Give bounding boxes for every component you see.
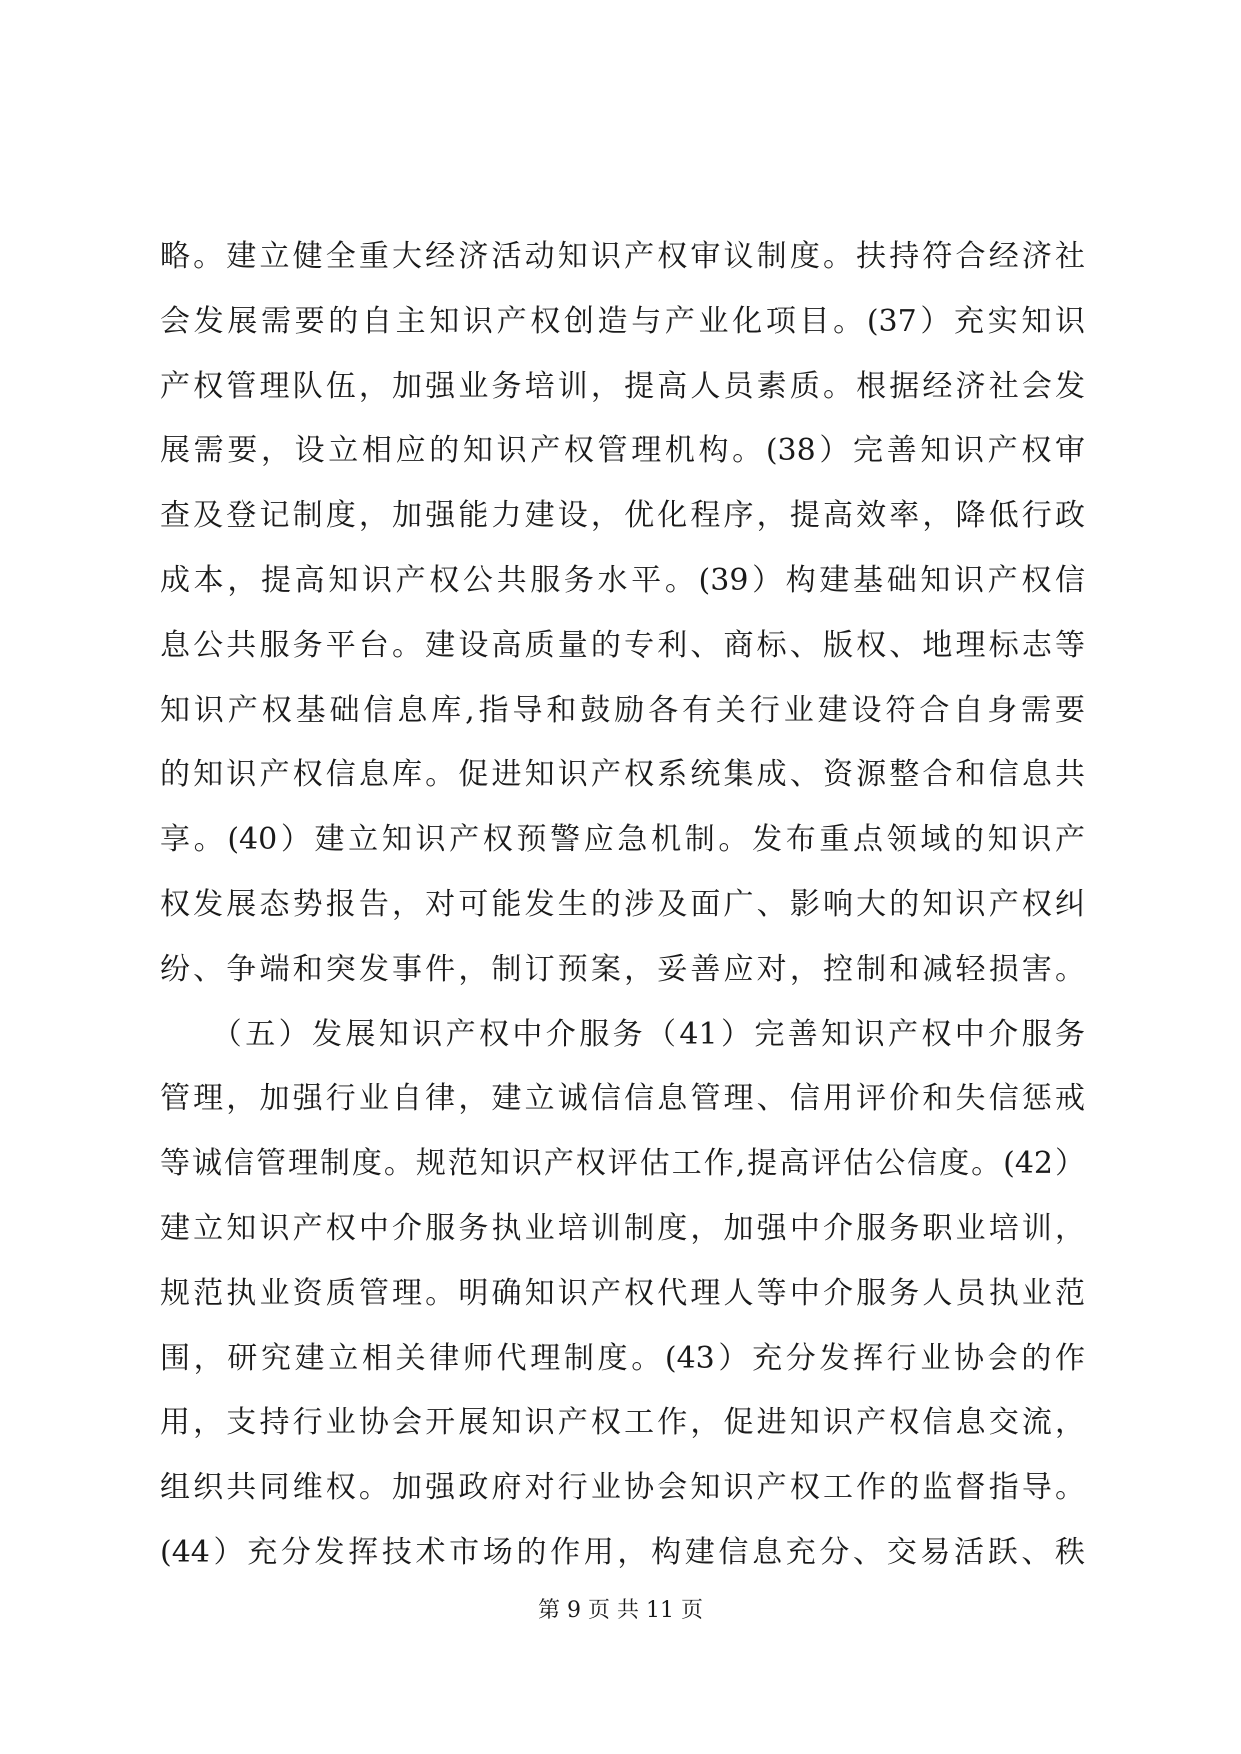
text-line: 建立知识产权中介服务执业培训制度，加强中介服务职业培训， (160, 1210, 1085, 1246)
text-line: 围，研究建立相关律师代理制度。(43）充分发挥行业协会的作 (160, 1340, 1085, 1376)
text-line: 成本，提高知识产权公共服务水平。(39）构建基础知识产权信 (160, 562, 1085, 598)
page-number-footer: 第 9 页 共 11 页 (538, 1598, 703, 1623)
text-line: 用，支持行业协会开展知识产权工作，促进知识产权信息交流， (160, 1405, 1085, 1441)
text-line: 知识产权基础信息库,指导和鼓励各有关行业建设符合自身需要 (160, 692, 1085, 728)
text-line: 的知识产权信息库。促进知识产权系统集成、资源整合和信息共 (160, 757, 1085, 793)
text-line: 查及登记制度，加强能力建设，优化程序，提高效率，降低行政 (160, 498, 1085, 534)
text-line: 产权管理队伍，加强业务培训，提高人员素质。根据经济社会发 (160, 368, 1085, 404)
text-line: 管理，加强行业自律，建立诚信信息管理、信用评价和失信惩戒 (160, 1081, 1085, 1117)
text-line: 略。建立健全重大经济活动知识产权审议制度。扶持符合经济社 (160, 239, 1085, 274)
text-line: (44）充分发挥技术市场的作用，构建信息充分、交易活跃、秩 (160, 1534, 1085, 1570)
text-line: 展需要，设立相应的知识产权管理机构。(38）完善知识产权审 (160, 433, 1085, 469)
text-line: 组织共同维权。加强政府对行业协会知识产权工作的监督指导。 (160, 1470, 1085, 1506)
text-line: 纷、争端和突发事件，制订预案，妥善应对，控制和减轻损害。 (160, 951, 1085, 987)
text-line: 享。(40）建立知识产权预警应急机制。发布重点领域的知识产 (160, 822, 1085, 858)
section-heading-line: （五）发展知识产权中介服务（41）完善知识产权中介服务 (160, 1016, 1085, 1052)
text-line: 等诚信管理制度。规范知识产权评估工作,提高评估公信度。(42） (160, 1146, 1085, 1182)
text-line: 规范执业资质管理。明确知识产权代理人等中介服务人员执业范 (160, 1275, 1085, 1311)
text-line: 会发展需要的自主知识产权创造与产业化项目。(37）充实知识 (160, 303, 1085, 339)
text-line: 权发展态势报告，对可能发生的涉及面广、影响大的知识产权纠 (160, 886, 1085, 922)
text-line: 息公共服务平台。建设高质量的专利、商标、版权、地理标志等 (160, 627, 1085, 663)
document-body (160, 225, 1085, 1586)
